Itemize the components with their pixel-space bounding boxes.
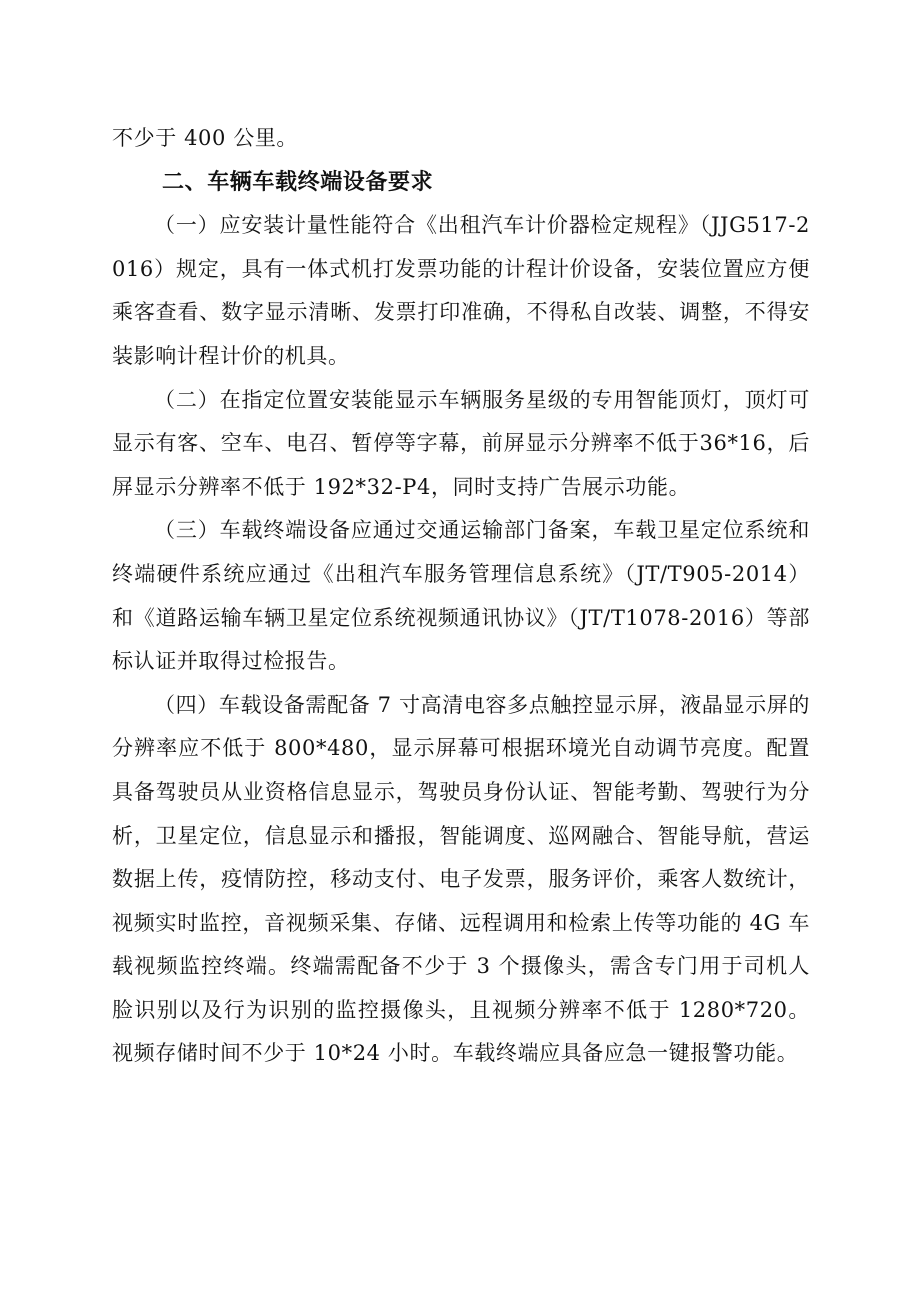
paragraph-terminal-certification: （三）车载终端设备应通过交通运输部门备案，车载卫星定位系统和终端硬件系统应通过《出租汽车服务管理信息系统》（JT/T905-2014）和《道路运输车辆卫星定位系统视频通讯协议》（JT/T1078-2016）等部标认证并取得过检报告。 [112, 518, 810, 674]
section-heading: 二、车辆车载终端设备要求 [162, 169, 434, 195]
document-body [112, 117, 810, 1076]
paragraph-terminal-functions: （四）车载设备需配备 7 寸高清电容多点触控显示屏，液晶显示屏的分辨率应不低于 800*480，显示屏幕可根据环境光自动调节亮度。配置具备驾驶员从业资格信息显示，驾驶员身份认证、智能考勤、驾驶行为分析，卫星定位，信息显示和播报，智能调度、巡网融合、智能导航，营运数据上传，疫情防控，移动支付、电子发票，服务评价，乘客人数统计，视频实时监控，音视频采集、存储、远程调用和检索上传等功能的 4G 车载视频监控终端。终端需配备不少于 3 个摄像头，需含专门用于司机人脸识别以及行为识别的监控摄像头，且视频分辨率不低于 1280*720。视频存储时间不少于 10*24 小时。车载终端应具备应急一键报警功能。 [112, 692, 810, 1066]
lead-line: 不少于 400 公里。 [112, 126, 299, 150]
paragraph-meter-requirements: （一）应安装计量性能符合《出租汽车计价器检定规程》（JJG517-2016）规定，具有一体式机打发票功能的计程计价设备，安装位置应方便乘客查看、数字显示清晰、发票打印准确，不得私自改装、调整，不得安装影响计程计价的机具。 [112, 213, 810, 368]
paragraph-roof-light: （二）在指定位置安装能显示车辆服务星级的专用智能顶灯，顶灯可显示有客、空车、电召、暂停等字幕，前屏显示分辨率不低于36*16，后屏显示分辨率不低于 192*32-P4，同时支持广告展示功能。 [112, 387, 810, 499]
